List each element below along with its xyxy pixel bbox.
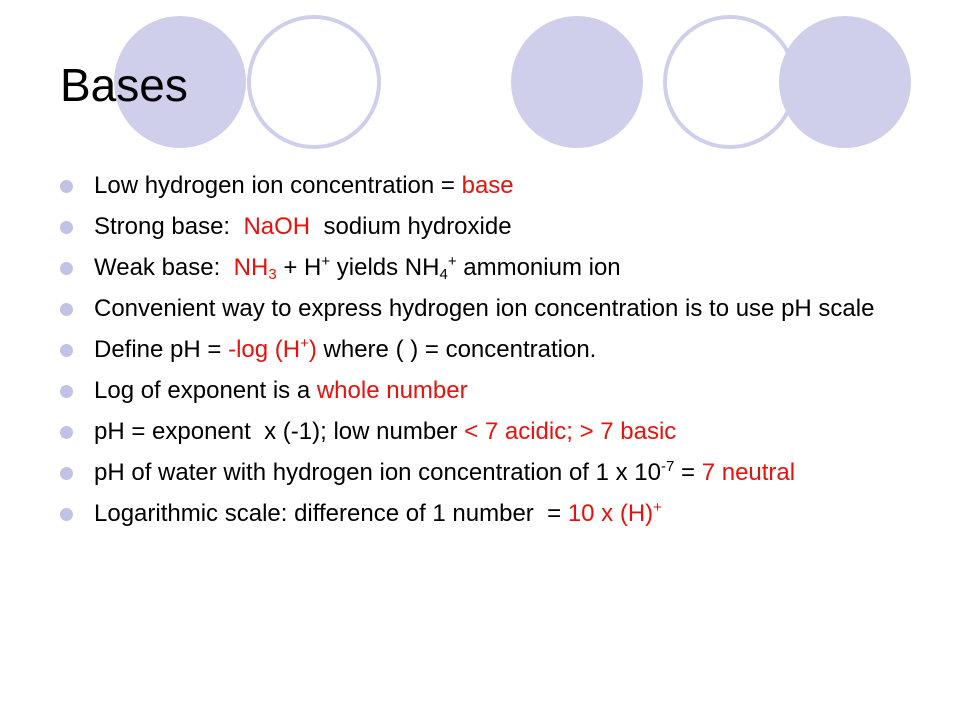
bullet-dot-icon [60, 221, 73, 234]
bullet-text: sodium hydroxide [310, 213, 512, 240]
formula-text: ) [308, 336, 317, 363]
bullet-item [60, 336, 920, 364]
bullet-text: Convenient way to express hydrogen ion concentration is to use pH scale [94, 295, 875, 322]
bullet-text: + H [276, 254, 322, 281]
subscript: 3 [268, 266, 277, 283]
superscript: -7 [661, 458, 675, 475]
slide-title: Bases [60, 59, 188, 111]
bullet-dot-icon [60, 303, 73, 316]
superscript: + [653, 499, 662, 516]
highlight-text: whole number [316, 377, 468, 404]
circle-ring-2 [665, 17, 795, 147]
bullet-dot-icon [60, 426, 73, 439]
highlight-text [228, 336, 317, 363]
circle-filled-2 [511, 16, 643, 148]
circle-filled-3 [779, 16, 911, 148]
highlight-text: base [461, 172, 514, 199]
highlight-text: < 7 acidic; > 7 basic [464, 418, 677, 445]
bullet-text: Strong base: [94, 213, 244, 240]
bullet-text: Low hydrogen ion concentration = [94, 172, 462, 199]
circle-ring-1 [249, 17, 379, 147]
formula-text: NH [233, 254, 269, 281]
bullet-item [60, 459, 920, 487]
bullet-item [60, 172, 920, 200]
bullet-item [60, 377, 920, 405]
bullet-text: Define pH = [94, 336, 229, 363]
bullet-item [60, 418, 920, 446]
formula-text: 10 x (H) [567, 500, 654, 527]
bullet-text: Logarithmic scale: difference of 1 number = [94, 500, 568, 527]
bullet-text: yields NH [330, 254, 440, 281]
highlight-text [234, 254, 277, 281]
subscript: 4 [439, 266, 448, 283]
bullet-item [60, 254, 920, 282]
superscript: + [321, 253, 331, 270]
highlight-text: NaOH [243, 213, 311, 240]
bullet-text: pH of water with hydrogen ion concentration of 1 x 10 [94, 459, 661, 486]
superscript: + [300, 335, 309, 352]
bullet-dot-icon [60, 385, 73, 398]
bullet-dot-icon [60, 508, 73, 521]
bullet-text: Log of exponent is a [94, 377, 317, 404]
superscript: + [447, 253, 457, 270]
bullet-dot-icon [60, 344, 73, 357]
formula-text: -log (H [228, 336, 301, 363]
bullet-text: pH = exponent x (-1); low number [94, 418, 465, 445]
bullet-dot-icon [60, 180, 73, 193]
bullet-list [60, 172, 920, 541]
bullet-item [60, 295, 920, 323]
bullet-text: ammonium ion [456, 254, 621, 281]
bullet-text: Weak base: [94, 254, 234, 281]
bullet-dot-icon [60, 467, 73, 480]
bullet-dot-icon [60, 262, 73, 275]
bullet-text: = [674, 459, 702, 486]
highlight-text: 7 neutral [701, 459, 796, 486]
bullet-item [60, 213, 920, 241]
bullet-item [60, 500, 920, 528]
bullet-text: where ( ) = concentration. [316, 336, 597, 363]
highlight-text [568, 500, 662, 527]
